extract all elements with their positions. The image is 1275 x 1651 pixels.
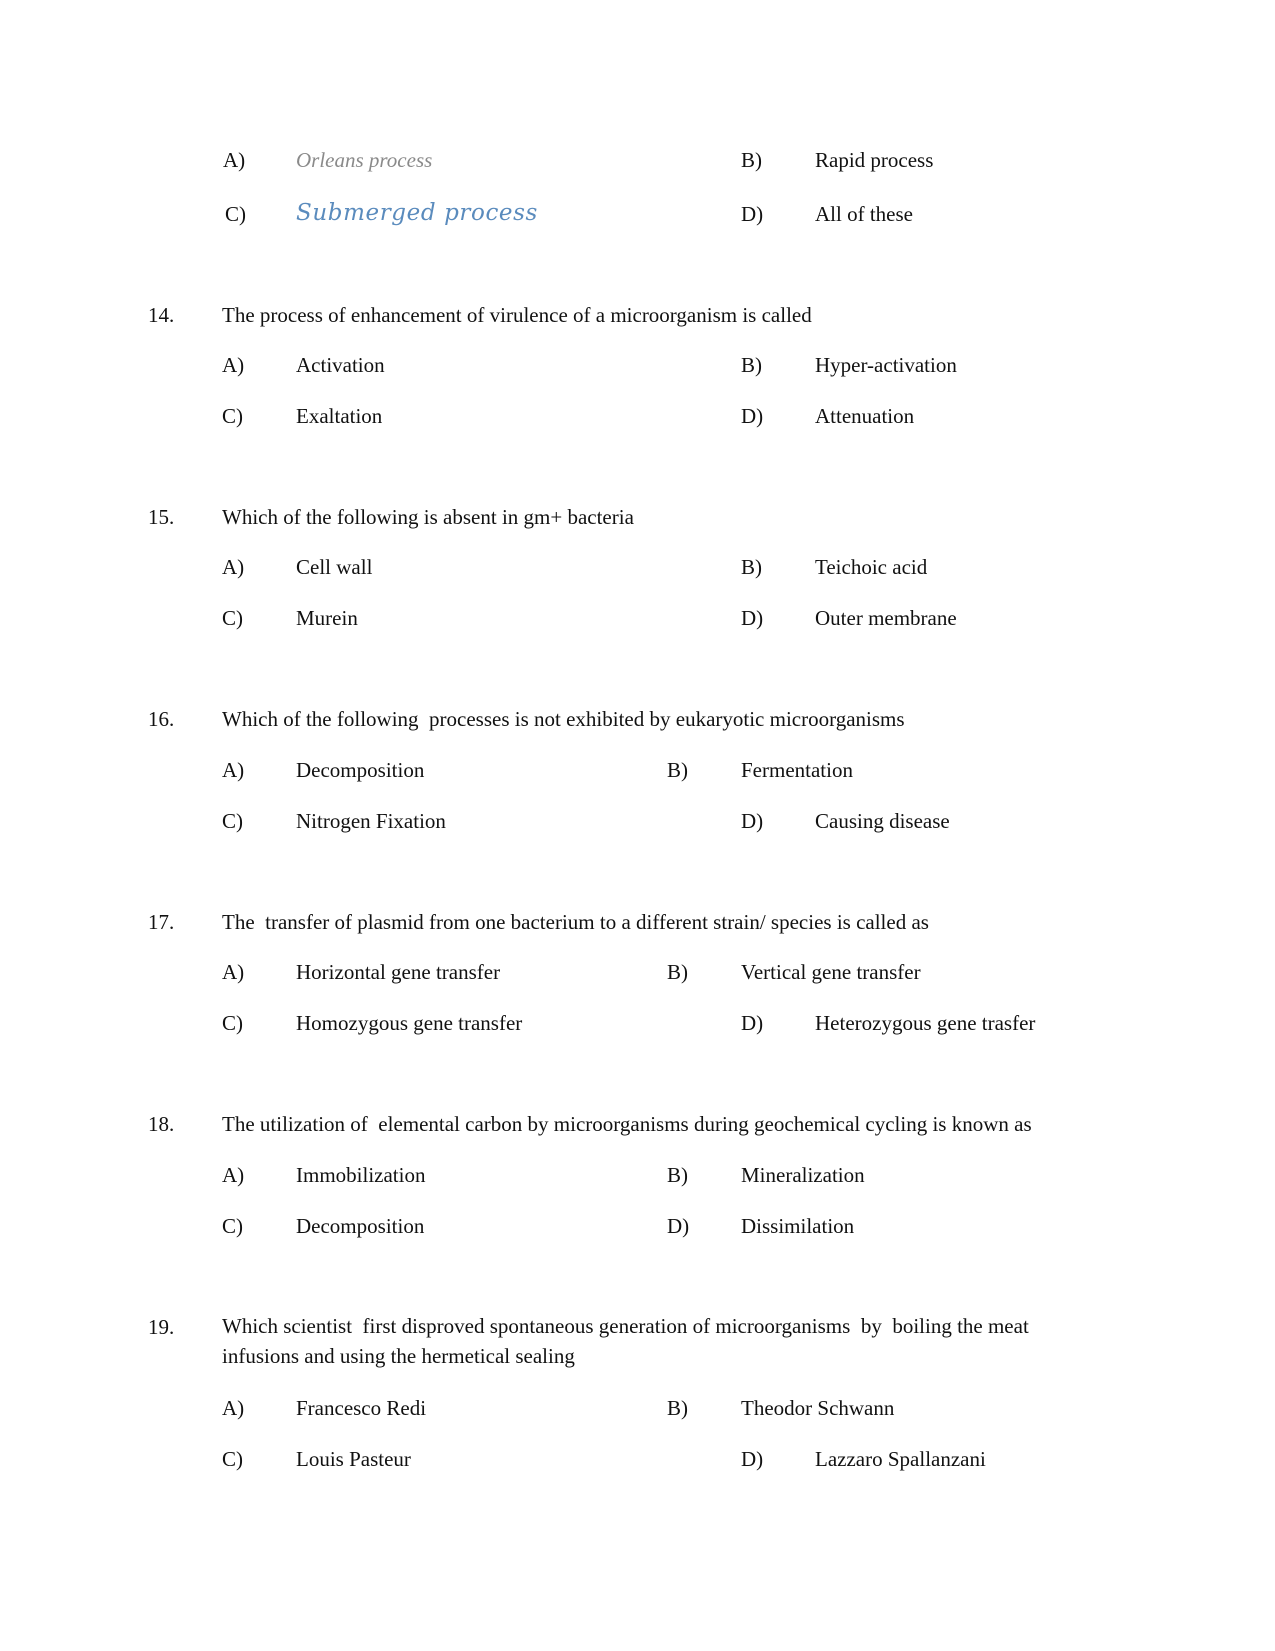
option-c-label: C) xyxy=(222,1214,243,1238)
option-c-text: Nitrogen Fixation xyxy=(296,809,446,833)
option-b-label: B) xyxy=(667,1163,688,1187)
option-a-text: Cell wall xyxy=(296,555,373,579)
option-b-label: B) xyxy=(667,960,688,984)
option-b-text: Hyper-activation xyxy=(815,353,957,377)
option-b-label: B) xyxy=(667,1396,688,1420)
question-text: Which of the following is absent in gm+ bacteria xyxy=(222,505,634,529)
option-d-text: Heterozygous gene trasfer xyxy=(815,1011,1036,1035)
question-text: Which scientist first disproved spontaneous generation of microorganisms by boiling the meat infusions and using the hermetical sealing xyxy=(222,1314,1035,1368)
option-c-text: Homozygous gene transfer xyxy=(296,1011,523,1035)
option-d-text: Outer membrane xyxy=(815,606,957,630)
option-a-label: A) xyxy=(223,148,246,172)
question-number: 16. xyxy=(148,707,175,731)
option-c-label: C) xyxy=(222,809,243,833)
option-b-label: B) xyxy=(741,555,762,579)
option-d-label: D) xyxy=(741,1447,764,1471)
option-d-text: All of these xyxy=(815,202,913,226)
option-d-label: D) xyxy=(741,404,764,428)
option-d-label: D) xyxy=(741,809,764,833)
option-a-text: Activation xyxy=(296,353,385,377)
option-a-label: A) xyxy=(222,353,245,377)
option-d-text: Causing disease xyxy=(815,809,950,833)
option-a-label: A) xyxy=(222,1396,245,1420)
option-a-text: Decomposition xyxy=(296,758,425,782)
option-c-label: C) xyxy=(222,404,243,428)
option-b-label: B) xyxy=(741,353,762,377)
option-d-text: Lazzaro Spallanzani xyxy=(815,1447,986,1471)
question-number: 18. xyxy=(148,1112,175,1136)
option-b-text: Theodor Schwann xyxy=(741,1396,895,1420)
option-c-text: Louis Pasteur xyxy=(296,1447,411,1471)
option-d-text: Attenuation xyxy=(815,404,915,428)
question-number: 19. xyxy=(148,1315,175,1339)
option-c-label: C) xyxy=(222,606,243,630)
option-a-text: Immobilization xyxy=(296,1163,426,1187)
question-number: 15. xyxy=(148,505,175,529)
option-a-label: A) xyxy=(222,1163,245,1187)
question-text: The process of enhancement of virulence of a microorganism is called xyxy=(222,303,812,327)
option-c-text: Submerged process xyxy=(296,200,538,226)
option-b-text: Rapid process xyxy=(815,148,934,172)
option-c-label: C) xyxy=(222,1011,243,1035)
option-b-text: Mineralization xyxy=(741,1163,865,1187)
option-a-label: A) xyxy=(222,555,245,579)
option-b-label: B) xyxy=(741,148,762,172)
option-a-text: Horizontal gene transfer xyxy=(296,960,501,984)
option-c-label: C) xyxy=(225,202,246,226)
option-a-label: A) xyxy=(222,758,245,782)
question-text: The transfer of plasmid from one bacterium to a different strain/ species is called as xyxy=(222,910,929,934)
option-d-label: D) xyxy=(667,1214,690,1238)
option-b-text: Teichoic acid xyxy=(815,555,928,579)
option-c-text: Exaltation xyxy=(296,404,383,428)
option-a-text: Orleans process xyxy=(296,148,433,172)
option-b-text: Fermentation xyxy=(741,758,853,782)
option-d-label: D) xyxy=(741,606,764,630)
option-a-text: Francesco Redi xyxy=(296,1396,427,1420)
question-number: 14. xyxy=(148,303,175,327)
question-text: Which of the following processes is not exhibited by eukaryotic microorganisms xyxy=(222,707,905,731)
option-c-text: Decomposition xyxy=(296,1214,425,1238)
option-d-label: D) xyxy=(741,202,764,226)
option-b-text: Vertical gene transfer xyxy=(741,960,921,984)
option-b-label: B) xyxy=(667,758,688,782)
option-a-label: A) xyxy=(222,960,245,984)
option-d-label: D) xyxy=(741,1011,764,1035)
question-text: The utilization of elemental carbon by microorganisms during geochemical cycling is known as xyxy=(222,1112,1032,1136)
question-number: 17. xyxy=(148,910,175,934)
option-c-text: Murein xyxy=(296,606,358,630)
option-c-label: C) xyxy=(222,1447,243,1471)
option-d-text: Dissimilation xyxy=(741,1214,855,1238)
